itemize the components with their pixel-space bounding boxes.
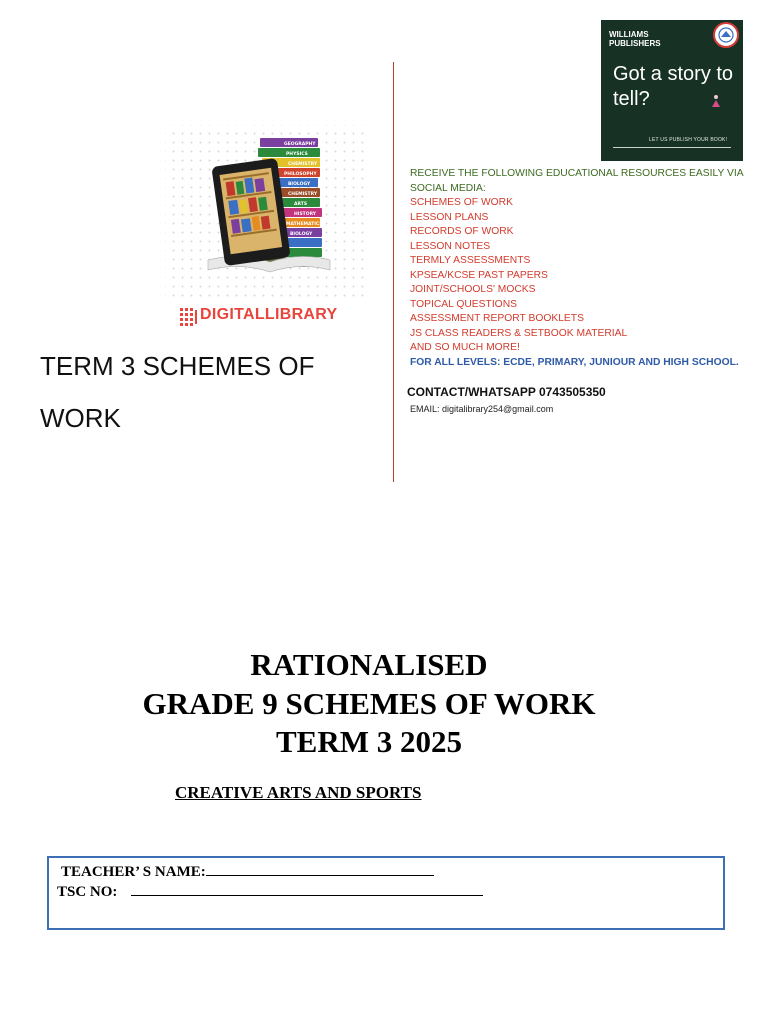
book-spine-label: CHEMISTRY [288,162,318,167]
ad-underline [613,147,731,148]
publisher-seal-icon [713,22,739,48]
teacher-name-label: TEACHER’ S NAME: [61,864,206,880]
book-spine-label: PHILOSOPHY [284,172,317,177]
ad-cta: LET US PUBLISH YOUR BOOK! [649,137,728,143]
list-item: RECORDS OF WORK [410,226,514,237]
list-item: SCHEMES OF WORK [410,197,513,208]
list-item: TOPICAL QUESTIONS [410,298,517,310]
document-title [0,646,738,762]
term-heading: TERM 3 SCHEMES OF WORK [40,351,315,433]
list-item: KPSEA/KCSE PAST PAPERS [410,269,548,281]
book-spine-label: HISTORY [294,212,317,217]
list-item: LESSON NOTES [410,240,491,252]
book-spine-label: BIOLOGY [290,232,313,237]
subject-title: CREATIVE ARTS AND SPORTS [175,783,422,802]
logo-brand-text: DIGITALLIBRARY [200,306,338,323]
logo-grid-icon [180,308,197,326]
book-spine-label: BIOLOGY [288,182,311,187]
resources-intro: RECEIVE THE FOLLOWING EDUCATIONAL RESOURCES EASILY VIA SOCIAL MEDIA: [410,168,744,194]
tsc-no-label: TSC NO: [57,884,118,900]
book-spine-label: MATHEMATICS [286,222,323,227]
teacher-name-field[interactable] [206,862,434,876]
list-item: LESSON PLANS [410,211,489,223]
title-line-2: GRADE 9 SCHEMES OF WORK [142,685,596,721]
writer-figure-icon [709,94,723,108]
tablet-icon [211,158,290,266]
book-spine-label: CHEMISTRY [288,192,318,197]
title-line-3: TERM 3 2025 [276,724,462,759]
publisher-ad[interactable] [601,20,743,161]
teacher-name-row [61,862,434,881]
ad-publisher-name: WILLIAMS PUBLISHERS [609,30,661,48]
ad-tagline: Got a story to tell? [613,63,734,110]
digitallibrary-logo [160,120,375,338]
contact-whatsapp: CONTACT/WHATSAPP 0743505350 [407,385,606,399]
list-item: JS CLASS READERS & SETBOOK MATERIAL [410,327,628,339]
list-item: TERMLY ASSESSMENTS [410,255,531,266]
resources-list [410,167,750,370]
book-spine-label: ARTS [294,202,308,207]
list-item: JOINT/SCHOOLS' MOCKS [410,284,536,295]
list-item: ASSESSMENT REPORT BOOKLETS [410,313,584,324]
contact-email: EMAIL: digitalibrary254@gmail.com [410,404,554,414]
book-spine-label: GEOGRAPHY [284,142,316,147]
title-line-1: RATIONALISED [250,647,488,682]
teacher-details-box [47,856,725,930]
tsc-no-row [57,882,483,901]
levels-note: FOR ALL LEVELS: ECDE, PRIMARY, JUNIOUR AND HIGH SCHOOL. [410,356,739,368]
list-item: AND SO MUCH MORE! [410,342,520,353]
tsc-no-field[interactable] [131,882,483,896]
book-spine-label: PHYSICS [286,152,308,157]
vertical-divider [393,62,394,482]
